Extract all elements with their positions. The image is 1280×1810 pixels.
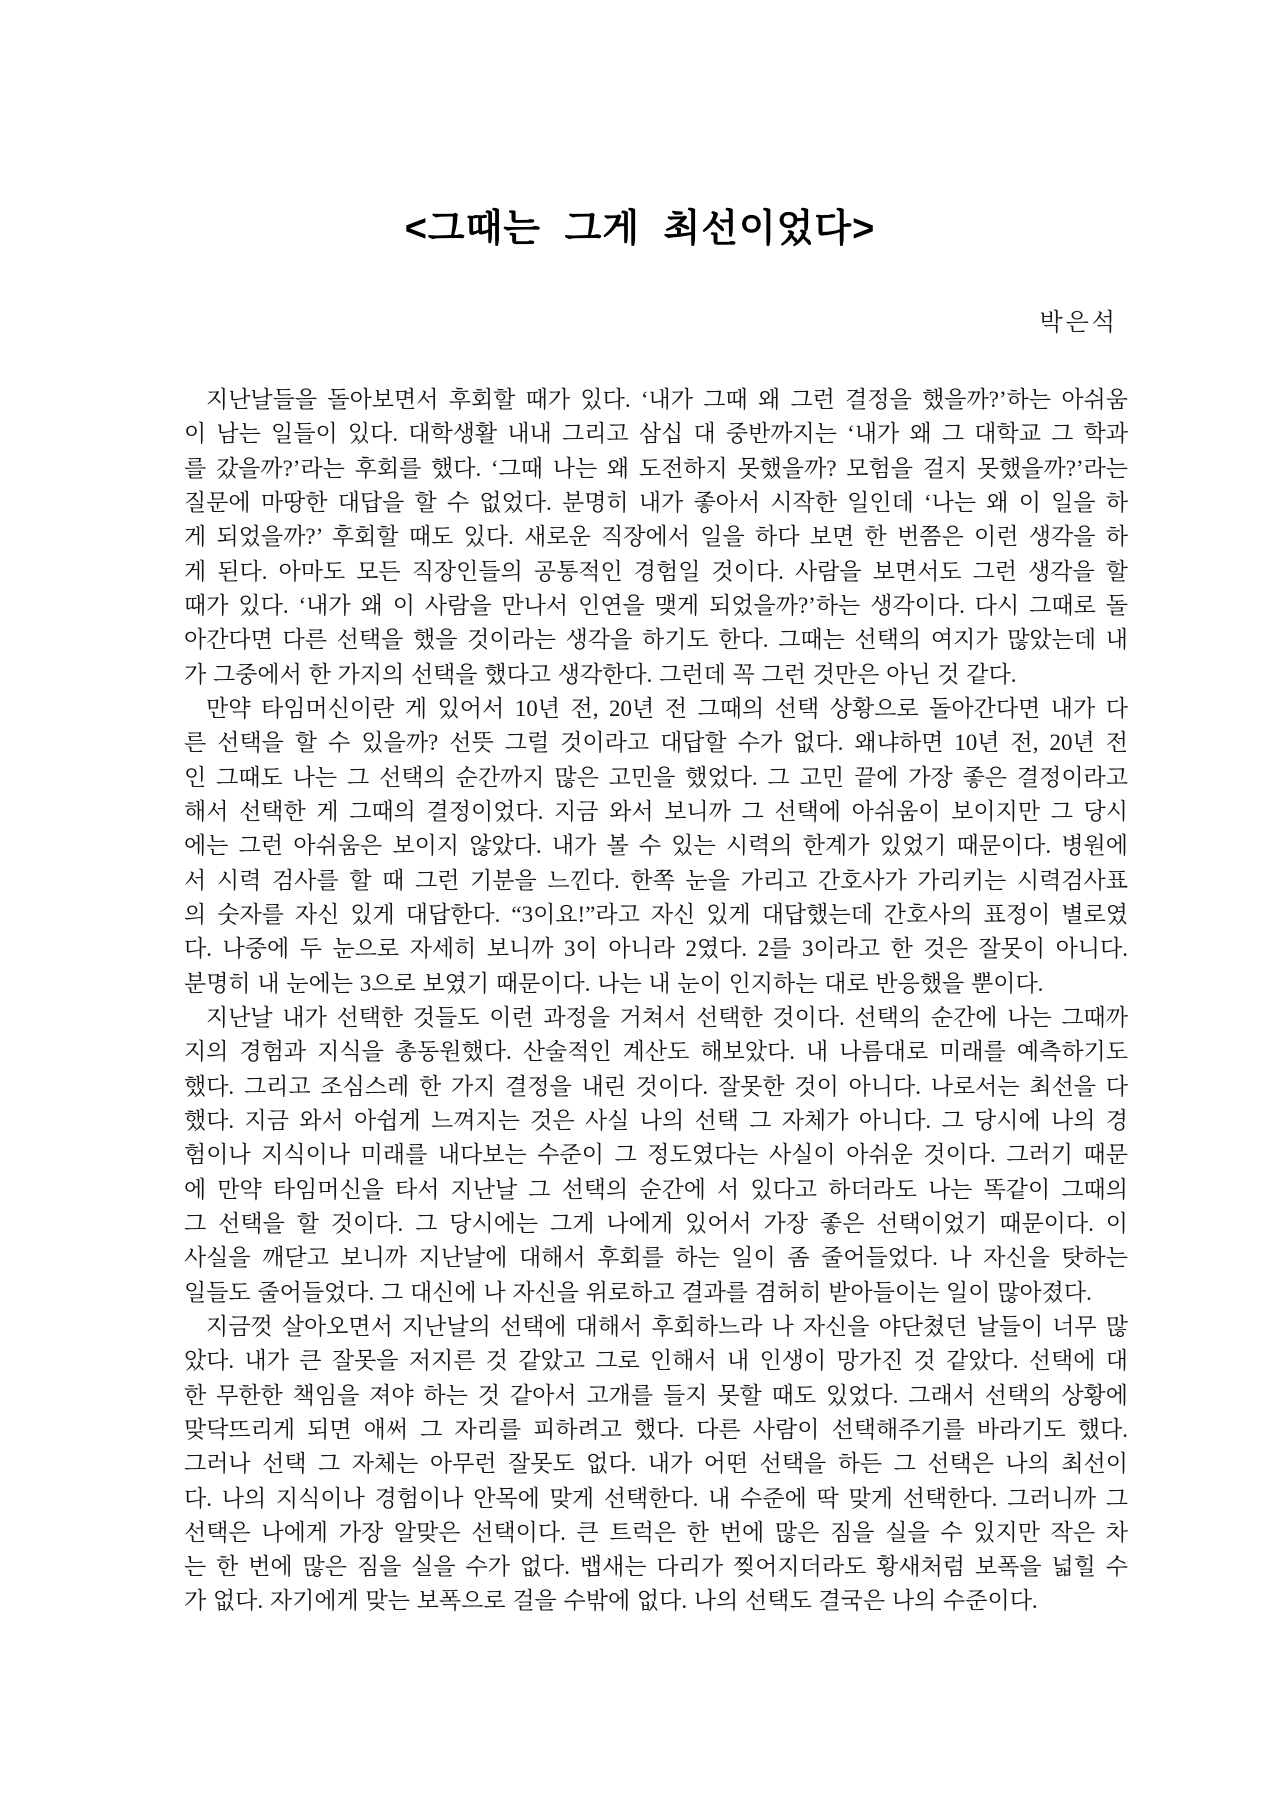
- body-line: 때가 있다. ‘내가 왜 이 사람을 만나서 인연을 맺게 되었을까?’하는 생각이다. 다시 그때로 돌: [184, 592, 1128, 618]
- body-line: 에는 그런 아쉬움은 보이지 않았다. 내가 볼 수 있는 시력의 한계가 있었기 때문이다. 병원에: [184, 833, 1128, 859]
- body-line: 에 만약 타임머신을 타서 지난날 그 선택의 순간에 서 있다고 하더라도 나는 똑같이 그때의: [184, 1176, 1128, 1202]
- document-body: [184, 383, 1128, 1619]
- body-line: 만약 타임머신이란 게 있어서 10년 전, 20년 전 그때의 선택 상황으로 돌아간다면 내가 다: [206, 695, 1128, 721]
- body-line: 했다. 지금 와서 아쉽게 느껴지는 것은 사실 나의 선택 그 자체가 아니다. 그 당시에 나의 경: [184, 1107, 1128, 1133]
- body-line: 지의 경험과 지식을 총동원했다. 산술적인 계산도 해보았다. 내 나름대로 미래를 예측하기도: [184, 1039, 1128, 1065]
- body-line: 가 그중에서 한 가지의 선택을 했다고 생각한다. 그런데 꼭 그런 것만은 아닌 것 같다.: [184, 661, 1017, 687]
- body-line: 그러나 선택 그 자체는 아무런 잘못도 없다. 내가 어떤 선택을 하든 그 선택은 나의 최선이: [184, 1451, 1128, 1477]
- paragraph-4: [184, 1310, 1128, 1619]
- body-line: 지금껏 살아오면서 지난날의 선택에 대해서 후회하느라 나 자신을 야단쳤던 날들이 너무 많: [206, 1313, 1128, 1339]
- body-line: 가 없다. 자기에게 맞는 보폭으로 걸을 수밖에 없다. 나의 선택도 결국은 나의 수준이다.: [184, 1588, 1038, 1614]
- body-line: 이 남는 일들이 있다. 대학생활 내내 그리고 삼십 대 중반까지는 ‘내가 왜 그 대학교 그 학과: [184, 421, 1128, 447]
- paragraph-1: [184, 383, 1128, 692]
- body-line: 는 한 번에 많은 짐을 실을 수가 없다. 뱁새는 다리가 찢어지더라도 황새처럼 보폭을 넓힐 수: [184, 1554, 1128, 1580]
- paragraph-3: [184, 1001, 1128, 1310]
- body-line: 질문에 마땅한 대답을 할 수 없었다. 분명히 내가 좋아서 시작한 일인데 ‘나는 왜 이 일을 하: [184, 489, 1128, 515]
- body-line: 한 무한한 책임을 져야 하는 것 같아서 고개를 들지 못할 때도 있었다. 그래서 선택의 상황에: [184, 1382, 1128, 1408]
- author-name: 박은석: [1039, 310, 1118, 336]
- body-line: 다. 나중에 두 눈으로 자세히 보니까 3이 아니라 2였다. 2를 3이라고 한 것은 잘못이 아니다.: [184, 936, 1128, 962]
- body-line: 지난날 내가 선택한 것들도 이런 과정을 거쳐서 선택한 것이다. 선택의 순간에 나는 그때까: [206, 1004, 1128, 1030]
- body-line: 게 된다. 아마도 모든 직장인들의 공통적인 경험일 것이다. 사람을 보면서도 그런 생각을 할: [184, 558, 1128, 584]
- body-line: 지난날들을 돌아보면서 후회할 때가 있다. ‘내가 그때 왜 그런 결정을 했을까?’하는 아쉬움: [206, 387, 1128, 412]
- body-line: 를 갔을까?’라는 후회를 했다. ‘그때 나는 왜 도전하지 못했을까? 모험을 걸지 못했을까?’라는: [184, 455, 1128, 481]
- body-line: 다. 나의 지식이나 경험이나 안목에 맞게 선택한다. 내 수준에 딱 맞게 선택한다. 그러니까 그: [184, 1485, 1128, 1511]
- body-line: 했다. 그리고 조심스레 한 가지 결정을 내린 것이다. 잘못한 것이 아니다. 나로서는 최선을 다: [184, 1073, 1128, 1099]
- body-line: 사실을 깨닫고 보니까 지난날에 대해서 후회를 하는 일이 좀 줄어들었다. 나 자신을 탓하는: [184, 1245, 1128, 1271]
- body-line: 게 되었을까?’ 후회할 때도 있다. 새로운 직장에서 일을 하다 보면 한 번쯤은 이런 생각을 하: [184, 524, 1128, 550]
- body-line: 서 시력 검사를 할 때 그런 기분을 느낀다. 한쪽 눈을 가리고 간호사가 가리키는 시력검사표: [184, 867, 1128, 893]
- body-line: 른 선택을 할 수 있을까? 선뜻 그럴 것이라고 대답할 수가 없다. 왜냐하면 10년 전, 20년 전: [184, 730, 1128, 756]
- body-line: 그 선택을 할 것이다. 그 당시에는 그게 나에게 있어서 가장 좋은 선택이었기 때문이다. 이: [184, 1210, 1128, 1236]
- body-line: 의 숫자를 자신 있게 대답한다. “3이요!”라고 자신 있게 대답했는데 간호사의 표정이 별로였: [184, 901, 1128, 927]
- body-line: 분명히 내 눈에는 3으로 보였기 때문이다. 나는 내 눈이 인지하는 대로 반응했을 뿐이다.: [184, 970, 1044, 996]
- document-title: <그때는 그게 최선이었다>: [404, 208, 876, 250]
- body-line: 인 그때도 나는 그 선택의 순간까지 많은 고민을 했었다. 그 고민 끝에 가장 좋은 결정이라고: [184, 764, 1128, 790]
- body-line: 선택은 나에게 가장 알맞은 선택이다. 큰 트럭은 한 번에 많은 짐을 실을 수 있지만 작은 차: [184, 1519, 1128, 1545]
- paragraph-2: [184, 692, 1128, 1001]
- body-line: 았다. 내가 큰 잘못을 저지른 것 같았고 그로 인해서 내 인생이 망가진 것 같았다. 선택에 대: [184, 1348, 1128, 1374]
- body-line: 아간다면 다른 선택을 했을 것이라는 생각을 하기도 한다. 그때는 선택의 여지가 많았는데 내: [184, 627, 1128, 653]
- body-line: 맞닥뜨리게 되면 애써 그 자리를 피하려고 했다. 다른 사람이 선택해주기를 바라기도 했다.: [184, 1416, 1128, 1442]
- body-line: 해서 선택한 게 그때의 결정이었다. 지금 와서 보니까 그 선택에 아쉬움이 보이지만 그 당시: [184, 798, 1128, 824]
- body-line: 험이나 지식이나 미래를 내다보는 수준이 그 정도였다는 사실이 아쉬운 것이다. 그러기 때문: [184, 1142, 1128, 1168]
- body-line: 일들도 줄어들었다. 그 대신에 나 자신을 위로하고 결과를 겸허히 받아들이는 일이 많아졌다.: [184, 1279, 1092, 1305]
